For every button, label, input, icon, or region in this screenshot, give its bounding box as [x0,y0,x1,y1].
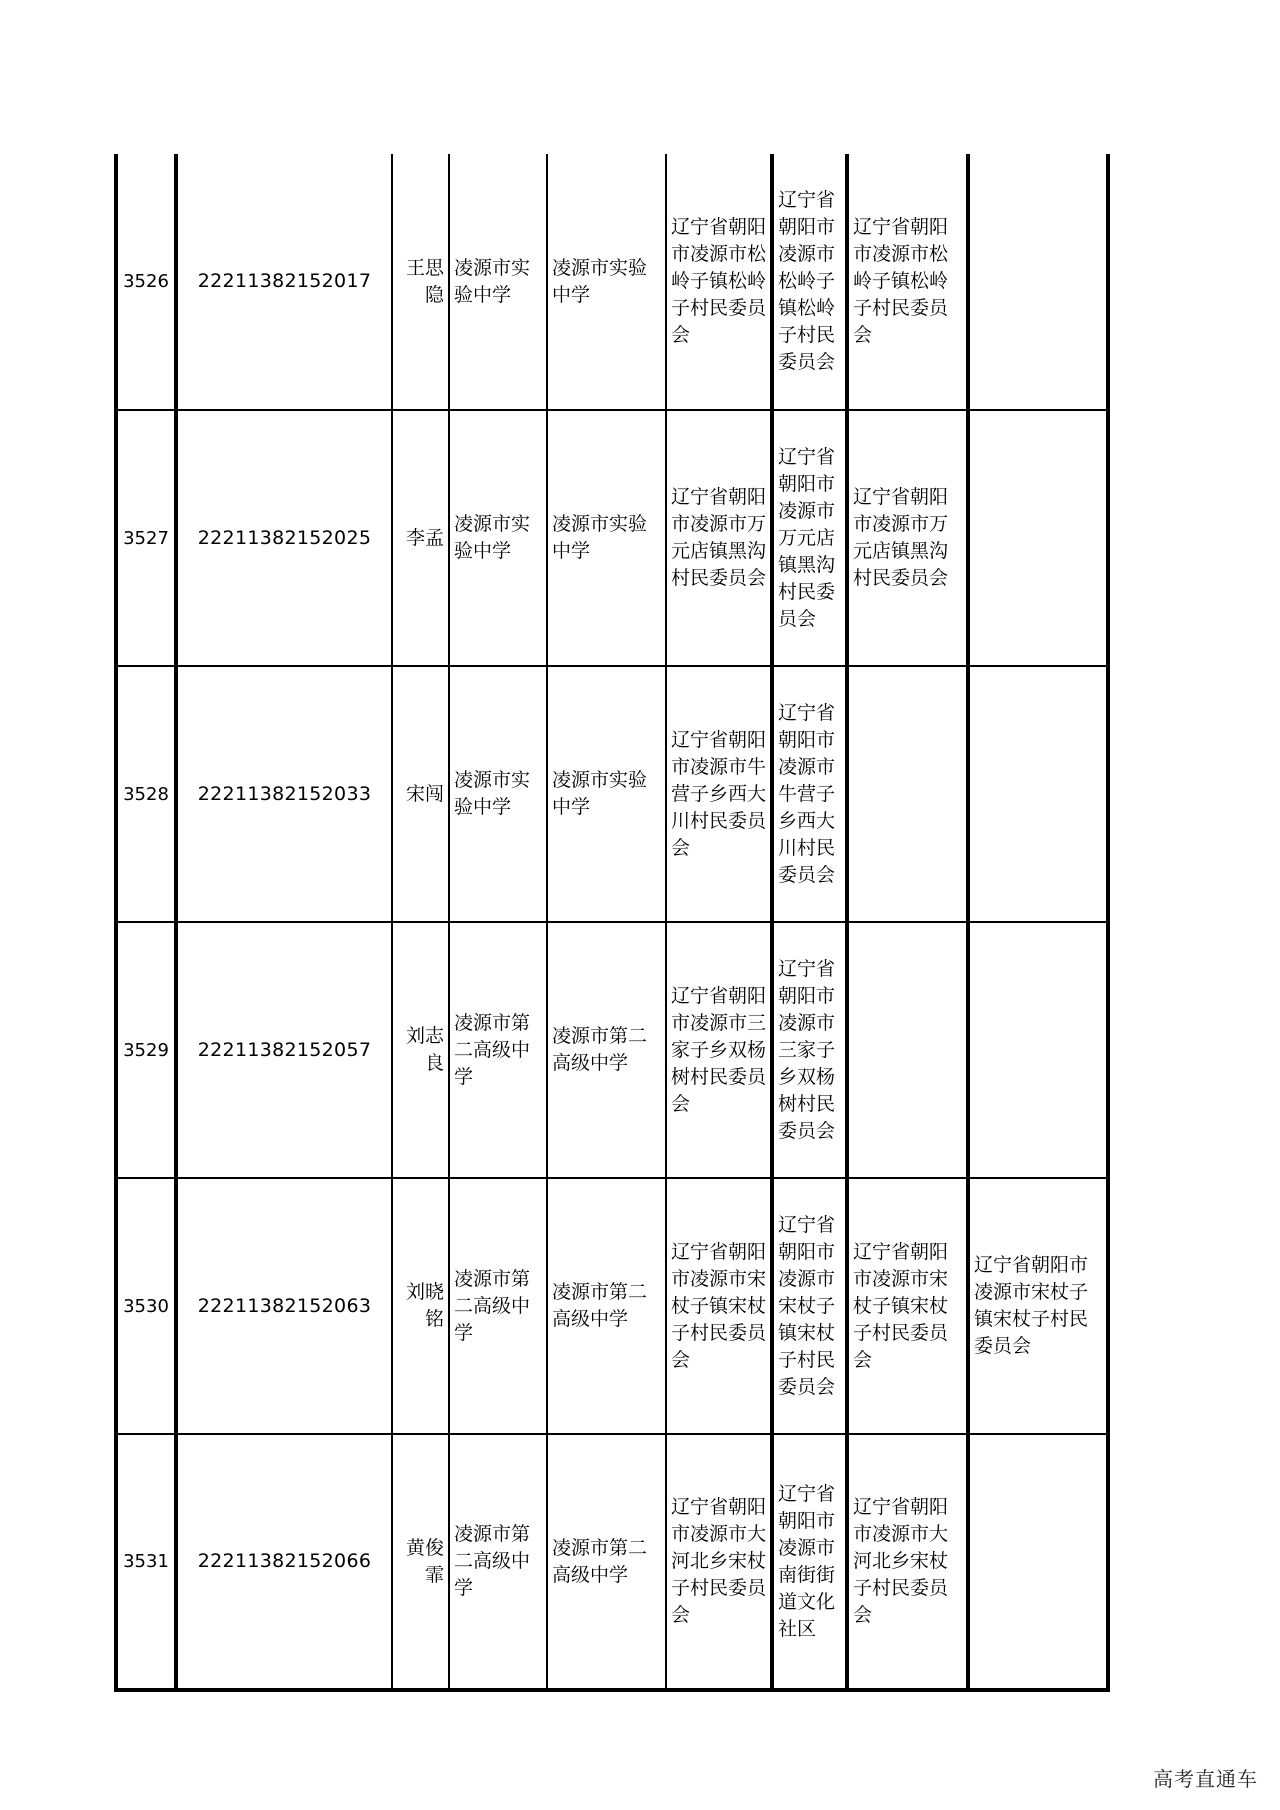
school-cell-2: 凌源市实验中学 [547,666,666,922]
address-cell-1: 辽宁省朝阳市凌源市松岭子镇松岭子村民委员会 [666,154,772,410]
address-cell-3: 辽宁省朝阳市凌源市万元店镇黑沟村民委员会 [847,410,968,666]
table-row [116,1178,1108,1434]
student-name: 黄俊霏 [392,1434,449,1690]
address-cell-4 [968,1434,1108,1690]
row-index: 3527 [116,410,176,666]
address-cell-3 [847,922,968,1178]
address-cell-3: 辽宁省朝阳市凌源市大河北乡宋杖子村民委员会 [847,1434,968,1690]
exam-number: 22211382152066 [176,1434,392,1690]
row-index: 3526 [116,154,176,410]
address-cell-1: 辽宁省朝阳市凌源市三家子乡双杨树村民委员会 [666,922,772,1178]
table-row [116,1434,1108,1690]
address-cell-2: 辽宁省朝阳市凌源市宋杖子镇宋杖子村民委员会 [772,1178,847,1434]
school-cell-2: 凌源市第二高级中学 [547,1178,666,1434]
exam-number: 22211382152025 [176,410,392,666]
address-cell-4 [968,666,1108,922]
exam-number: 22211382152057 [176,922,392,1178]
address-cell-4 [968,154,1108,410]
table-row [116,666,1108,922]
student-table [114,154,1110,1692]
school-cell-2: 凌源市第二高级中学 [547,1434,666,1690]
exam-number: 22211382152063 [176,1178,392,1434]
student-name: 刘晓铭 [392,1178,449,1434]
address-cell-2: 辽宁省朝阳市凌源市南街街道文化社区 [772,1434,847,1690]
school-cell: 凌源市实验中学 [449,666,547,922]
exam-number: 22211382152033 [176,666,392,922]
school-cell: 凌源市第二高级中学 [449,922,547,1178]
address-cell-2: 辽宁省朝阳市凌源市松岭子镇松岭子村民委员会 [772,154,847,410]
address-cell-1: 辽宁省朝阳市凌源市牛营子乡西大川村民委员会 [666,666,772,922]
address-cell-3 [847,666,968,922]
address-cell-3: 辽宁省朝阳市凌源市宋杖子镇宋杖子村民委员会 [847,1178,968,1434]
exam-number: 22211382152017 [176,154,392,410]
student-name: 李孟 [392,410,449,666]
address-cell-2: 辽宁省朝阳市凌源市三家子乡双杨树村民委员会 [772,922,847,1178]
table-row [116,922,1108,1178]
table-row [116,154,1108,410]
address-cell-2: 辽宁省朝阳市凌源市万元店镇黑沟村民委员会 [772,410,847,666]
address-cell-1: 辽宁省朝阳市凌源市宋杖子镇宋杖子村民委员会 [666,1178,772,1434]
row-index: 3530 [116,1178,176,1434]
address-cell-4 [968,410,1108,666]
address-cell-4 [968,922,1108,1178]
school-cell-2: 凌源市实验中学 [547,410,666,666]
address-cell-2: 辽宁省朝阳市凌源市牛营子乡西大川村民委员会 [772,666,847,922]
school-cell-2: 凌源市第二高级中学 [547,922,666,1178]
school-cell: 凌源市第二高级中学 [449,1434,547,1690]
row-index: 3531 [116,1434,176,1690]
row-index: 3529 [116,922,176,1178]
student-name: 刘志良 [392,922,449,1178]
address-cell-4: 辽宁省朝阳市凌源市宋杖子镇宋杖子村民委员会 [968,1178,1108,1434]
table-row [116,410,1108,666]
school-cell: 凌源市第二高级中学 [449,1178,547,1434]
student-name: 宋闯 [392,666,449,922]
school-cell: 凌源市实验中学 [449,410,547,666]
school-cell-2: 凌源市实验中学 [547,154,666,410]
address-cell-3: 辽宁省朝阳市凌源市松岭子镇松岭子村民委员会 [847,154,968,410]
address-cell-1: 辽宁省朝阳市凌源市大河北乡宋杖子村民委员会 [666,1434,772,1690]
student-name: 王思隐 [392,154,449,410]
watermark-text: 高考直通车 [1153,1767,1258,1791]
address-cell-1: 辽宁省朝阳市凌源市万元店镇黑沟村民委员会 [666,410,772,666]
school-cell: 凌源市实验中学 [449,154,547,410]
row-index: 3528 [116,666,176,922]
